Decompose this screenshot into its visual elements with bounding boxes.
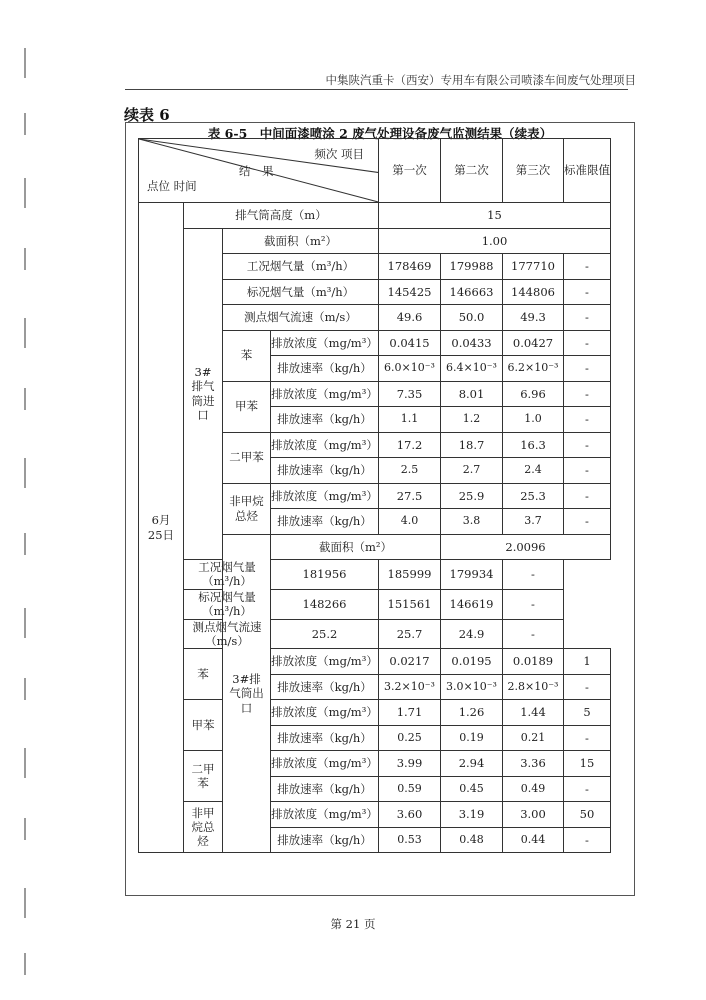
value-first: 1.71 bbox=[379, 700, 441, 726]
value-second: 0.0195 bbox=[441, 649, 503, 675]
corner-label-location: 点位 时间 bbox=[147, 179, 197, 193]
value-second: 0.0433 bbox=[441, 330, 503, 356]
value-limit: 1 bbox=[564, 649, 611, 675]
pollutant-name: 甲苯 bbox=[223, 381, 271, 432]
header-rule bbox=[125, 89, 628, 90]
value-first: 3.60 bbox=[379, 802, 441, 828]
outlet-param-label: 工况烟气量（m³/h） bbox=[184, 560, 271, 590]
value-first: 0.25 bbox=[379, 725, 441, 751]
edge-mark bbox=[24, 608, 26, 638]
pollutant-rate-label: 排放速率（kg/h） bbox=[271, 827, 379, 853]
continuation-label: 续表 6 bbox=[124, 106, 170, 124]
value-limit: - bbox=[564, 483, 611, 509]
value-second: 1.2 bbox=[441, 407, 503, 433]
inlet-param-label: 测点烟气流速（m/s） bbox=[223, 305, 379, 331]
value-limit: - bbox=[564, 407, 611, 433]
pollutant-name: 二甲苯 bbox=[223, 432, 271, 483]
value-first: 3.2×10⁻³ bbox=[379, 674, 441, 700]
monitoring-table bbox=[138, 138, 611, 853]
pollutant-conc-label: 排放浓度（mg/m³） bbox=[271, 700, 379, 726]
value-first: 1.1 bbox=[379, 407, 441, 433]
date-cell: 6月25日 bbox=[139, 203, 184, 853]
pollutant-name: 非甲烷总烃 bbox=[223, 483, 271, 534]
value-second: 6.4×10⁻³ bbox=[441, 356, 503, 382]
value-second: 8.01 bbox=[441, 381, 503, 407]
pollutant-rate-label: 排放速率（kg/h） bbox=[271, 458, 379, 484]
value-first: 145425 bbox=[379, 279, 441, 305]
value-second: 185999 bbox=[379, 560, 441, 590]
value-first: 148266 bbox=[271, 589, 379, 619]
value-first: 27.5 bbox=[379, 483, 441, 509]
value-second: 18.7 bbox=[441, 432, 503, 458]
pollutant-name: 非甲烷总烃 bbox=[184, 802, 223, 853]
edge-mark bbox=[24, 388, 26, 410]
corner-label-items: 频次 项目 bbox=[314, 147, 364, 161]
pollutant-rate-label: 排放速率（kg/h） bbox=[271, 509, 379, 535]
pollutant-rate-label: 排放速率（kg/h） bbox=[271, 725, 379, 751]
value-first: 0.53 bbox=[379, 827, 441, 853]
value-second: 146663 bbox=[441, 279, 503, 305]
value-limit: - bbox=[564, 305, 611, 331]
value-third: 3.7 bbox=[503, 509, 564, 535]
header-corner-cell bbox=[139, 139, 379, 203]
value-second: 2.94 bbox=[441, 751, 503, 777]
outlet-param-label: 测点烟气流速（m/s） bbox=[184, 619, 271, 649]
value-first: 6.0×10⁻³ bbox=[379, 356, 441, 382]
value-third: 1.44 bbox=[503, 700, 564, 726]
pollutant-conc-label: 排放浓度（mg/m³） bbox=[271, 802, 379, 828]
col-header-second: 第二次 bbox=[441, 139, 503, 203]
pollutant-name: 二甲苯 bbox=[184, 751, 223, 802]
inlet-area-label: 截面积（m²） bbox=[223, 228, 379, 254]
value-third: 0.0189 bbox=[503, 649, 564, 675]
value-limit: - bbox=[564, 509, 611, 535]
pollutant-conc-label: 排放浓度（mg/m³） bbox=[271, 432, 379, 458]
edge-mark bbox=[24, 818, 26, 840]
edge-mark bbox=[24, 953, 26, 975]
value-limit: - bbox=[564, 381, 611, 407]
value-third: 25.3 bbox=[503, 483, 564, 509]
value-third: 2.4 bbox=[503, 458, 564, 484]
edge-mark bbox=[24, 113, 26, 135]
value-first: 181956 bbox=[271, 560, 379, 590]
col-header-third: 第三次 bbox=[503, 139, 564, 203]
edge-mark bbox=[24, 458, 26, 488]
value-limit: 5 bbox=[564, 700, 611, 726]
value-limit: 15 bbox=[564, 751, 611, 777]
pollutant-conc-label: 排放浓度（mg/m³） bbox=[271, 751, 379, 777]
pollutant-name: 甲苯 bbox=[184, 700, 223, 751]
value-second: 151561 bbox=[379, 589, 441, 619]
value-third: 6.96 bbox=[503, 381, 564, 407]
value-second: 25.7 bbox=[379, 619, 441, 649]
stack-height-value: 15 bbox=[379, 203, 611, 229]
value-third: 144806 bbox=[503, 279, 564, 305]
value-limit: - bbox=[564, 279, 611, 305]
value-first: 17.2 bbox=[379, 432, 441, 458]
value-third: 6.2×10⁻³ bbox=[503, 356, 564, 382]
pollutant-rate-label: 排放速率（kg/h） bbox=[271, 356, 379, 382]
value-first: 0.0217 bbox=[379, 649, 441, 675]
value-first: 0.0415 bbox=[379, 330, 441, 356]
value-second: 179988 bbox=[441, 254, 503, 280]
value-second: 0.48 bbox=[441, 827, 503, 853]
pollutant-conc-label: 排放浓度（mg/m³） bbox=[271, 483, 379, 509]
inlet-param-label: 工况烟气量（m³/h） bbox=[223, 254, 379, 280]
outlet-param-label: 标况烟气量（m³/h） bbox=[184, 589, 271, 619]
value-limit: - bbox=[564, 674, 611, 700]
value-third: 16.3 bbox=[503, 432, 564, 458]
value-second: 3.19 bbox=[441, 802, 503, 828]
outlet-area-value: 2.0096 bbox=[441, 534, 611, 560]
value-second: 0.45 bbox=[441, 776, 503, 802]
value-first: 178469 bbox=[379, 254, 441, 280]
value-second: 1.26 bbox=[441, 700, 503, 726]
value-limit: - bbox=[564, 254, 611, 280]
pollutant-rate-label: 排放速率（kg/h） bbox=[271, 407, 379, 433]
running-header: 中集陕汽重卡（西安）专用车有限公司喷漆车间废气处理项目 bbox=[325, 73, 636, 87]
value-third: 0.21 bbox=[503, 725, 564, 751]
value-third: 1.0 bbox=[503, 407, 564, 433]
pollutant-name: 苯 bbox=[223, 330, 271, 381]
edge-mark bbox=[24, 678, 26, 700]
value-second: 50.0 bbox=[441, 305, 503, 331]
value-third: 146619 bbox=[441, 589, 503, 619]
value-first: 7.35 bbox=[379, 381, 441, 407]
value-third: 0.44 bbox=[503, 827, 564, 853]
stack-height-label: 排气筒高度（m） bbox=[184, 203, 379, 229]
inlet-location-cell: 3#排气筒进口 bbox=[184, 228, 223, 560]
value-third: 0.49 bbox=[503, 776, 564, 802]
corner-label-results: 结 果 bbox=[239, 164, 274, 178]
value-limit: - bbox=[564, 432, 611, 458]
value-third: 0.0427 bbox=[503, 330, 564, 356]
value-third: 24.9 bbox=[441, 619, 503, 649]
value-third: 3.36 bbox=[503, 751, 564, 777]
value-limit: - bbox=[564, 725, 611, 751]
value-limit: - bbox=[564, 356, 611, 382]
outlet-location-cell: 3#排气筒出口 bbox=[223, 534, 271, 853]
edge-mark bbox=[24, 248, 26, 270]
value-limit: - bbox=[503, 560, 564, 590]
value-limit: - bbox=[503, 589, 564, 619]
value-first: 4.0 bbox=[379, 509, 441, 535]
value-third: 2.8×10⁻³ bbox=[503, 674, 564, 700]
edge-mark bbox=[24, 888, 26, 918]
edge-mark bbox=[24, 748, 26, 778]
value-second: 3.0×10⁻³ bbox=[441, 674, 503, 700]
value-limit: - bbox=[564, 776, 611, 802]
edge-mark bbox=[24, 48, 26, 78]
value-third: 179934 bbox=[441, 560, 503, 590]
value-second: 3.8 bbox=[441, 509, 503, 535]
page-number: 第 21 页 bbox=[330, 917, 376, 931]
value-second: 25.9 bbox=[441, 483, 503, 509]
inlet-area-value: 1.00 bbox=[379, 228, 611, 254]
value-first: 49.6 bbox=[379, 305, 441, 331]
value-limit: 50 bbox=[564, 802, 611, 828]
outlet-area-label: 截面积（m²） bbox=[271, 534, 441, 560]
value-first: 3.99 bbox=[379, 751, 441, 777]
scan-edge-marks bbox=[24, 18, 30, 988]
value-third: 3.00 bbox=[503, 802, 564, 828]
pollutant-name: 苯 bbox=[184, 649, 223, 700]
edge-mark bbox=[24, 318, 26, 348]
value-limit: - bbox=[564, 458, 611, 484]
value-first: 0.59 bbox=[379, 776, 441, 802]
col-header-first: 第一次 bbox=[379, 139, 441, 203]
value-first: 2.5 bbox=[379, 458, 441, 484]
value-first: 25.2 bbox=[271, 619, 379, 649]
value-limit: - bbox=[503, 619, 564, 649]
pollutant-rate-label: 排放速率（kg/h） bbox=[271, 674, 379, 700]
pollutant-rate-label: 排放速率（kg/h） bbox=[271, 776, 379, 802]
inlet-param-label: 标况烟气量（m³/h） bbox=[223, 279, 379, 305]
value-third: 177710 bbox=[503, 254, 564, 280]
value-second: 2.7 bbox=[441, 458, 503, 484]
value-third: 49.3 bbox=[503, 305, 564, 331]
pollutant-conc-label: 排放浓度（mg/m³） bbox=[271, 649, 379, 675]
edge-mark bbox=[24, 533, 26, 555]
table-title: 表 6-5 中间面漆喷涂 2 废气处理设备废气监测结果（续表） bbox=[207, 126, 553, 141]
edge-mark bbox=[24, 178, 26, 208]
col-header-limit: 标准限值 bbox=[564, 139, 611, 203]
value-limit: - bbox=[564, 827, 611, 853]
pollutant-conc-label: 排放浓度（mg/m³） bbox=[271, 381, 379, 407]
pollutant-conc-label: 排放浓度（mg/m³） bbox=[271, 330, 379, 356]
value-second: 0.19 bbox=[441, 725, 503, 751]
value-limit: - bbox=[564, 330, 611, 356]
